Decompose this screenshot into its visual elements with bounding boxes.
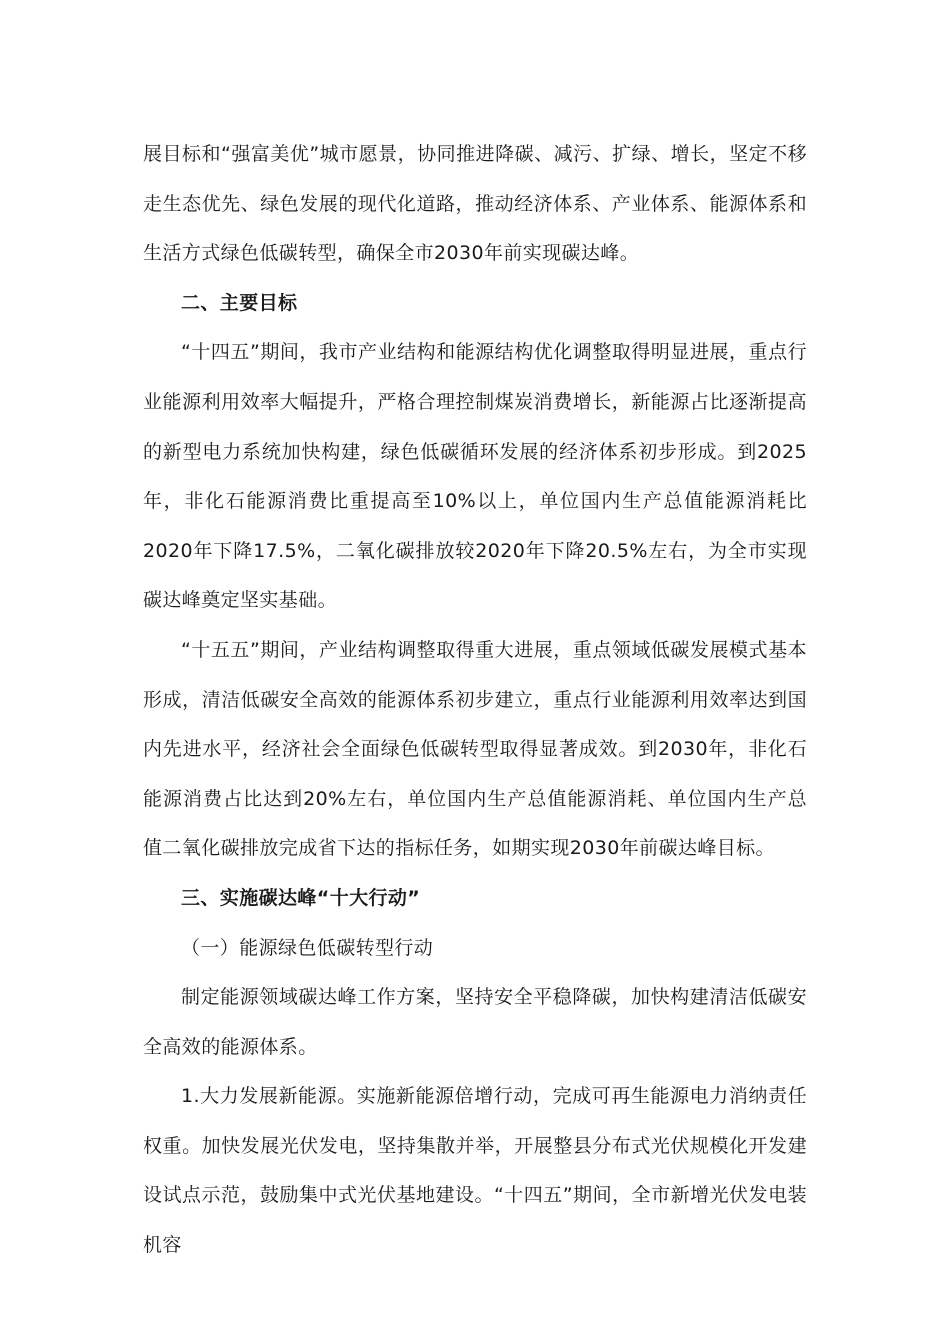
document-body bbox=[143, 130, 807, 1271]
paragraph-new-energy: 1.大力发展新能源。实施新能源倍增行动，完成可再生能源电力消纳责任权重。加快发展光伏发电，坚持集散并举，开展整县分布式光伏规模化开发建设试点示范，鼓励集中式光伏基地建设。“十四五”期间，全市新增光伏发电装机容 bbox=[143, 1085, 807, 1257]
paragraph-15th-five-year-plan: “十五五”期间，产业结构调整取得重大进展，重点领域低碳发展模式基本形成，清洁低碳安全高效的能源体系初步建立，重点行业能源利用效率达到国内先进水平，经济社会全面绿色低碳转型取得显著成效。到2030年，非化石能源消费占比达到20%左右，单位国内生产总值能源消耗、单位国内生产总值二氧化碳排放完成省下达的指标任务，如期实现2030年前碳达峰目标。 bbox=[143, 638, 807, 860]
subsection-heading-energy-transition: （一）能源绿色低碳转型行动 bbox=[181, 936, 434, 959]
paragraph-14th-five-year-plan: “十四五”期间，我市产业结构和能源结构优化调整取得明显进展，重点行业能源利用效率大幅提升，严格合理控制煤炭消费增长，新能源占比逐渐提高的新型电力系统加快构建，绿色低碳循环发展的经济体系初步形成。到2025年，非化石能源消费比重提高至10%以上，单位国内生产总值能源消耗比2020年下降17.5%，二氧化碳排放较2020年下降20.5%左右，为全市实现碳达峰奠定坚实基础。 bbox=[143, 341, 807, 612]
section-heading-ten-actions: 三、实施碳达峰“十大行动” bbox=[181, 886, 421, 909]
paragraph-intro-continuation: 展目标和“强富美优”城市愿景，协同推进降碳、减污、扩绿、增长，坚定不移走生态优先、绿色发展的现代化道路，推动经济体系、产业体系、能源体系和生活方式绿色低碳转型，确保全市2030年前实现碳达峰。 bbox=[143, 143, 807, 265]
paragraph-energy-plan: 制定能源领域碳达峰工作方案，坚持安全平稳降碳，加快构建清洁低碳安全高效的能源体系。 bbox=[143, 986, 807, 1058]
section-heading-main-goals: 二、主要目标 bbox=[181, 291, 298, 314]
